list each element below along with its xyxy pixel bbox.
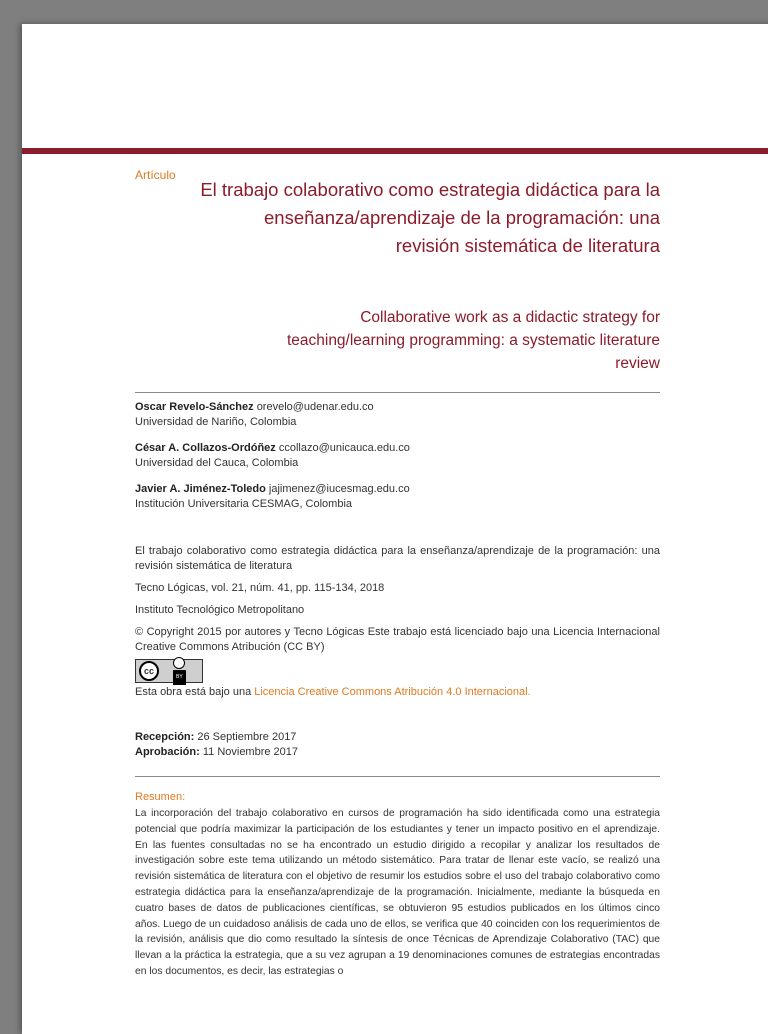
author-list: [135, 400, 660, 523]
author-name: Javier A. Jiménez-Toledo: [135, 483, 266, 495]
reception-date: 26 Septiembre 2017: [194, 731, 297, 743]
cc-by-license-icon[interactable]: [135, 659, 203, 683]
person-icon: [173, 657, 185, 669]
dates-block: [135, 730, 298, 760]
author-name: Oscar Revelo-Sánchez: [135, 401, 254, 413]
approval-label: Aprobación:: [135, 746, 200, 758]
approval-date: 11 Noviembre 2017: [199, 746, 299, 758]
copyright-notice: © Copyright 2015 por autores y Tecno Lógicas Este trabajo está licenciado bajo una Licencia Internacional Creative Commons Atribución (CC BY): [135, 626, 660, 653]
author-entry: [135, 482, 660, 512]
author-entry: [135, 400, 660, 430]
journal-info: Tecno Lógicas, vol. 21, núm. 41, pp. 115-134, 2018: [135, 582, 385, 594]
author-email[interactable]: orevelo@udenar.edu.co: [256, 401, 374, 413]
citation-block: [135, 544, 660, 707]
reference-title: El trabajo colaborativo como estrategia didáctica para la enseñanza/aprendizaje de la programación: una revisión sistemática de literatura: [135, 545, 660, 572]
by-label: BY: [173, 670, 186, 685]
by-icon: [173, 657, 186, 685]
author-entry: [135, 441, 660, 471]
cc-icon: cc: [139, 661, 159, 681]
divider: [135, 776, 660, 777]
title-english: Collaborative work as a didactic strategy for teaching/learning programming: a systematic literature review: [286, 309, 660, 372]
author-affiliation: Institución Universitaria CESMAG, Colombia: [135, 498, 353, 510]
license-prefix: Esta obra está bajo una: [135, 686, 255, 698]
author-name: César A. Collazos-Ordóñez: [135, 442, 276, 454]
reception-label: Recepción:: [135, 731, 195, 743]
author-affiliation: Universidad de Nariño, Colombia: [135, 416, 297, 428]
license-link[interactable]: Licencia Creative Commons Atribución 4.0 Internacional.: [254, 686, 531, 698]
author-email[interactable]: jajimenez@iucesmag.edu.co: [268, 483, 410, 495]
author-affiliation: Universidad del Cauca, Colombia: [135, 457, 299, 469]
title-spanish: El trabajo colaborativo como estrategia didáctica para la enseñanza/aprendizaje de la programación: una revisión sistemática de literatura: [200, 179, 660, 256]
header-bar: [22, 148, 768, 154]
section-label: Artículo: [135, 168, 176, 182]
author-email[interactable]: ccollazo@unicauca.edu.co: [278, 442, 410, 454]
abstract-label: Resumen:: [135, 791, 186, 803]
publisher: Instituto Tecnológico Metropolitano: [135, 604, 305, 616]
abstract-text: La incorporación del trabajo colaborativo en cursos de programación ha sido identificada como una estrategia potencial que podría maximizar la participación de los estudiantes y tener un impacto positivo en el aprendizaje. En las fuentes consultadas no se ha encontrado un estudio dirigido a recopilar y analizar los resultados de investigación sobre este tema utilizando un método sistemático. Para tratar de llenar este vacío, se realizó una revisión sistemática de literatura con el objetivo de resumir los estudios sobre el uso del trabajo colaborativo como estrategia didáctica para la enseñanza/aprendizaje de la programación. Inicialmente, mediante la búsqueda en cuatro bases de datos de publicaciones científicas, se obtuvieron 95 estudios publicados en los últimos cinco años. Luego de un cuidadoso análisis de cada uno de ellos, se verifica que 40 coinciden con los requerimientos de la revisión, análisis que dio como resultado la síntesis de once Técnicas de Aprendizaje Colaborativo (TAC) que llevan a la práctica la estrategia, que a su vez agrupan a 19 denominaciones comunes de estrategias encontradas en los documentos, es decir, las estrategias o: [135, 808, 660, 977]
divider: [135, 392, 660, 393]
